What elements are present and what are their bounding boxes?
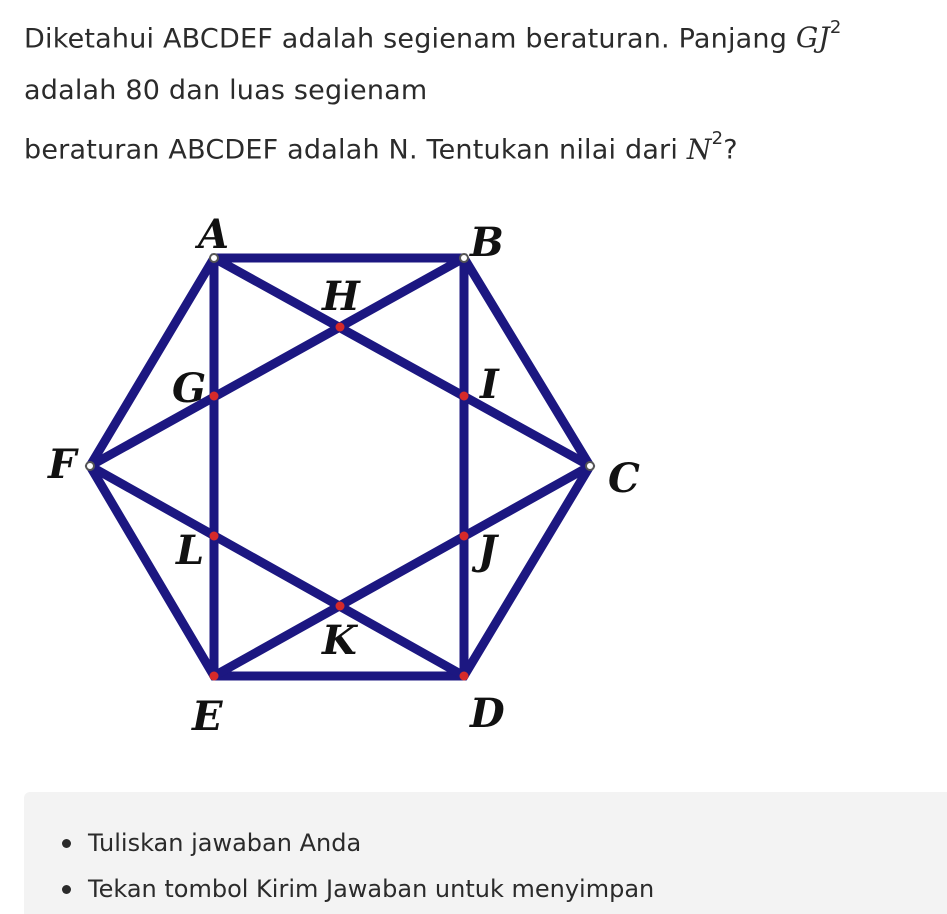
point-i (460, 392, 469, 401)
hexagon-outline (90, 258, 590, 676)
point-b (460, 254, 468, 262)
point-c (586, 462, 594, 470)
instructions-list (24, 792, 947, 912)
figure-lines (90, 258, 590, 676)
label-c: C (608, 455, 640, 502)
label-a: A (198, 211, 230, 258)
math-exponent: 2 (829, 17, 842, 38)
point-d (460, 672, 469, 681)
label-e: E (192, 693, 223, 740)
math-var-n: N (686, 132, 712, 166)
label-j: J (478, 527, 497, 574)
point-j (460, 532, 469, 541)
math-gj-squared (795, 17, 842, 55)
question-mark: ? (723, 134, 738, 166)
label-i: I (480, 361, 499, 408)
math-n-squared (686, 128, 724, 166)
label-d: D (470, 690, 505, 737)
label-f: F (48, 441, 77, 488)
label-l: L (176, 527, 205, 574)
hexagon-diagram (30, 210, 670, 770)
label-b: B (470, 219, 504, 266)
math-var-gj: GJ (795, 21, 830, 55)
math-exponent: 2 (711, 128, 724, 150)
question-line-2: adalah 80 dan luas segienam (24, 75, 428, 107)
point-labels (47, 211, 640, 740)
question-line-3-text: beraturan ABCDEF adalah N. Tentukan nilai dari (24, 134, 687, 166)
point-k (336, 602, 345, 611)
point-f (86, 462, 94, 470)
point-e (210, 672, 219, 681)
label-g: G (172, 365, 207, 412)
instruction-item: Tekan tombol Kirim Jawaban untuk menyimpan (88, 866, 947, 912)
point-h (336, 323, 345, 332)
label-h: H (322, 273, 360, 320)
question-line-3 (24, 117, 934, 176)
question-text (24, 6, 934, 177)
point-g (210, 392, 219, 401)
instruction-item: Tuliskan jawaban Anda (88, 820, 947, 866)
question-line-1-text: Diketahui ABCDEF adalah segienam beraturan. Panjang (24, 23, 796, 55)
question-line-1 (24, 6, 934, 65)
hexagon-figure (30, 210, 670, 770)
label-k: K (322, 617, 357, 664)
point-l (210, 532, 219, 541)
instructions-panel (24, 792, 947, 914)
